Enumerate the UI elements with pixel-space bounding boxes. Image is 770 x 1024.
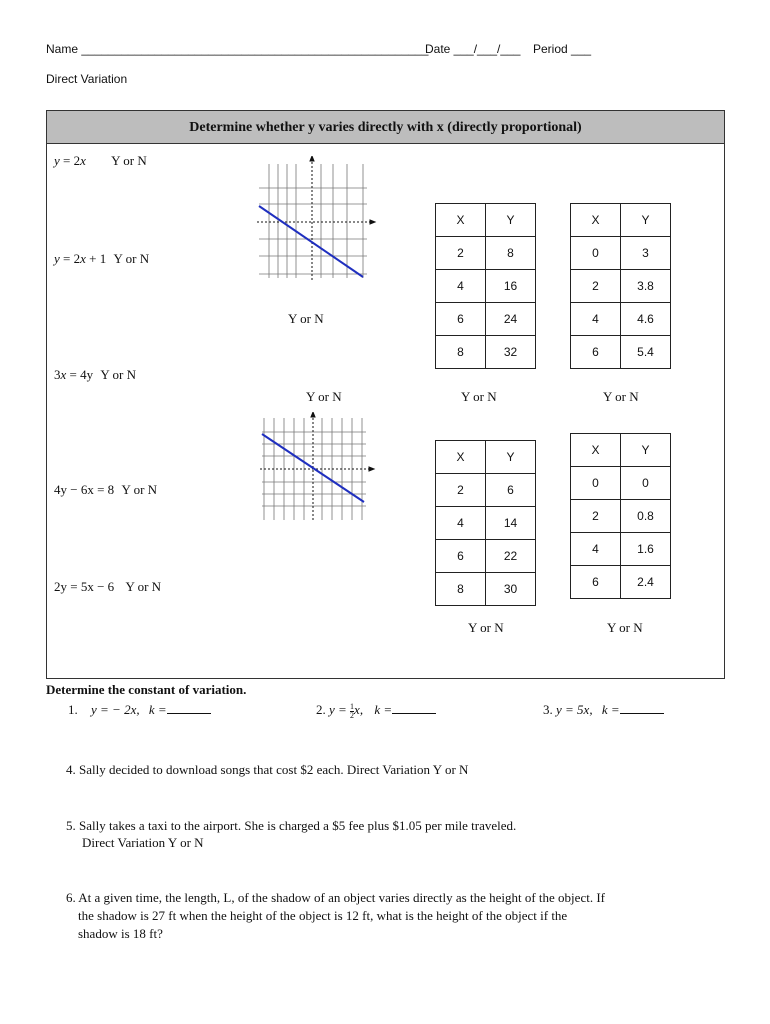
table-cell: 3 (621, 237, 671, 270)
table-4-answer: Y or N (607, 620, 643, 635)
question-6-line-3: shadow is 18 ft? (78, 926, 163, 941)
table-row (436, 270, 536, 303)
constant-question-3: 3. y = 5x, k = (543, 702, 664, 718)
constant-question-1: 1. y = − 2x, k = (68, 702, 211, 718)
table-cell: 2 (436, 474, 486, 507)
table-cell: 2 (571, 270, 621, 303)
table-cell: 0 (571, 467, 621, 500)
table-cell: 30 (486, 573, 536, 606)
table-cell: 0.8 (621, 500, 671, 533)
table-row (571, 303, 671, 336)
table-cell: 4 (436, 507, 486, 540)
question-5-line-2: Direct Variation Y or N (82, 835, 204, 850)
table-row (571, 237, 671, 270)
table-header-row (571, 204, 671, 237)
table-cell: 8 (436, 573, 486, 606)
table-cell: 3.8 (621, 270, 671, 303)
equation-1: y = 2x Y or N (54, 153, 147, 168)
table-row (571, 467, 671, 500)
table-cell: 2 (436, 237, 486, 270)
graph-1-answer: Y or N (288, 311, 324, 326)
table-row (436, 237, 536, 270)
equation-5-answer: Y or N (125, 579, 162, 594)
table-row (571, 270, 671, 303)
table-cell: 16 (486, 270, 536, 303)
name-field-label: Name ____________________________________________________ (46, 42, 429, 56)
table-row (571, 566, 671, 599)
equation-2-answer: Y or N (113, 251, 150, 266)
table-1 (435, 203, 536, 369)
table-cell: 6 (571, 336, 621, 369)
section1-title: Determine whether y varies directly with x (directly proportional) (47, 111, 724, 144)
table-cell: 14 (486, 507, 536, 540)
equation-3: 3x = 4y Y or N (54, 367, 136, 382)
graph-2 (258, 412, 376, 524)
equation-4-answer: Y or N (121, 482, 158, 497)
table-cell: 5.4 (621, 336, 671, 369)
table-cell: 6 (486, 474, 536, 507)
answer-blank-2[interactable] (392, 703, 436, 714)
table-cell: 32 (486, 336, 536, 369)
table-cell: Y (621, 434, 671, 467)
table-cell: 6 (436, 540, 486, 573)
table-cell: X (436, 204, 486, 237)
table-cell: 24 (486, 303, 536, 336)
table-cell: Y (486, 204, 536, 237)
table-cell: 4 (571, 533, 621, 566)
table-row (571, 500, 671, 533)
table-cell: 8 (436, 336, 486, 369)
table-header-row (571, 434, 671, 467)
equation-1-answer: Y or N (111, 153, 147, 168)
table-3-answer: Y or N (468, 620, 504, 635)
equation-3-answer: Y or N (100, 367, 136, 382)
table-4 (570, 433, 671, 599)
table-row (436, 336, 536, 369)
table-cell: X (436, 441, 486, 474)
table-cell: Y (486, 441, 536, 474)
date-field-label: Date ___/___/___ (425, 42, 521, 56)
period-field-label: Period ___ (533, 42, 592, 56)
question-5-line-1: 5. Sally takes a taxi to the airport. She is charged a $5 fee plus $1.05 per mile traveled. (66, 818, 517, 833)
table-cell: 4 (436, 270, 486, 303)
table-1-answer: Y or N (461, 389, 497, 404)
section2-title: Determine the constant of variation. (46, 682, 247, 697)
table-cell: 0 (621, 467, 671, 500)
table-cell: 2.4 (621, 566, 671, 599)
table-row (436, 474, 536, 507)
table-cell: 4 (571, 303, 621, 336)
table-cell: 1.6 (621, 533, 671, 566)
table-cell: 6 (436, 303, 486, 336)
table-cell: Y (621, 204, 671, 237)
constant-question-2: 2. y = $\frac{1}{2}$ x, k = (316, 702, 436, 720)
worksheet-subtitle: Direct Variation (46, 72, 128, 86)
equation-4: 4y − 6x = 8 Y or N (54, 482, 158, 497)
table-cell: 22 (486, 540, 536, 573)
table-3 (435, 440, 536, 606)
answer-blank-1[interactable] (167, 703, 211, 714)
question-4: 4. Sally decided to download songs that cost $2 each. Direct Variation Y or N (66, 762, 469, 777)
answer-blank-3[interactable] (620, 703, 664, 714)
graph-2-answer: Y or N (306, 389, 342, 404)
table-header-row (436, 441, 536, 474)
table-row (571, 336, 671, 369)
table-cell: 8 (486, 237, 536, 270)
table-cell: X (571, 204, 621, 237)
table-cell: 6 (571, 566, 621, 599)
equation-5: 2y = 5x − 6 Y or N (54, 579, 162, 594)
graph-1 (255, 156, 377, 282)
table-cell: 2 (571, 500, 621, 533)
question-6-line-1: 6. At a given time, the length, L, of the shadow of an object varies directly as the height of the object. If (66, 890, 605, 905)
table-2-answer: Y or N (603, 389, 639, 404)
table-2 (570, 203, 671, 369)
table-row (436, 540, 536, 573)
table-row (436, 507, 536, 540)
table-cell: X (571, 434, 621, 467)
table-header-row (436, 204, 536, 237)
table-row (436, 573, 536, 606)
table-cell: 0 (571, 237, 621, 270)
table-row (436, 303, 536, 336)
equation-2: y = 2x + 1 Y or N (54, 251, 150, 266)
table-row (571, 533, 671, 566)
question-6-line-2: the shadow is 27 ft when the height of the object is 12 ft, what is the height of the object if the (78, 908, 568, 923)
table-cell: 4.6 (621, 303, 671, 336)
